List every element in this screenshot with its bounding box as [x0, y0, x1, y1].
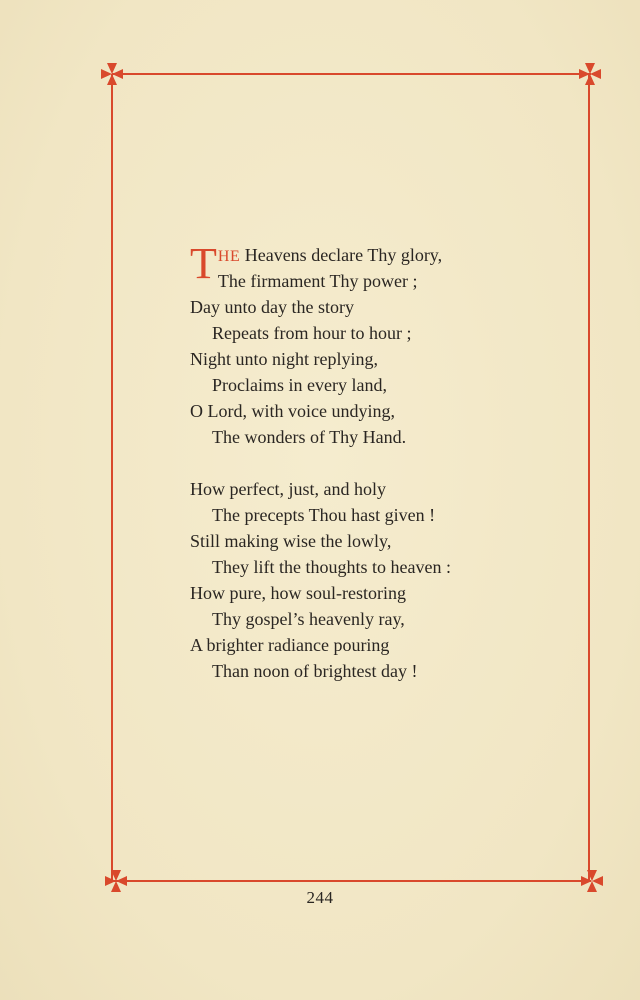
poem [190, 239, 520, 684]
poem-line: A brighter radiance pouring [190, 635, 390, 655]
frame-top-rule [112, 73, 591, 75]
stanza-1 [190, 239, 520, 450]
frame-left-rule [111, 74, 113, 881]
small-caps-opening: HE [217, 248, 241, 265]
poem-line: Still making wise the lowly, [190, 531, 392, 551]
poem-line: Thy gospel’s heavenly ray, [212, 609, 405, 629]
poem-line: The wonders of Thy Hand. [212, 427, 407, 447]
poem-line: The firmament Thy power ; [217, 271, 418, 291]
frame-right-rule [588, 74, 590, 881]
poem-line: Than noon of brightest day ! [212, 661, 418, 681]
poem-line: The precepts Thou hast given ! [212, 505, 436, 525]
poem-line: Night unto night replying, [190, 349, 378, 369]
cross-pattee-icon [100, 62, 124, 86]
cross-pattee-icon [578, 62, 602, 86]
poem-line: O Lord, with voice undying, [190, 401, 395, 421]
poem-line: They lift the thoughts to heaven : [212, 557, 451, 577]
first-line-text: Heavens declare Thy glory, [240, 245, 443, 265]
poem-line: How perfect, just, and holy [190, 479, 386, 499]
poem-line: Day unto day the story [190, 297, 354, 317]
frame-bottom-rule [112, 880, 591, 882]
poem-line [190, 242, 520, 268]
stanza-2 [190, 476, 520, 684]
drop-cap: T [190, 239, 217, 288]
poem-line: Proclaims in every land, [212, 375, 387, 395]
poem-line: How pure, how soul-restoring [190, 583, 406, 603]
page-number: 244 [306, 888, 334, 907]
poem-line: Repeats from hour to hour ; [212, 323, 412, 343]
